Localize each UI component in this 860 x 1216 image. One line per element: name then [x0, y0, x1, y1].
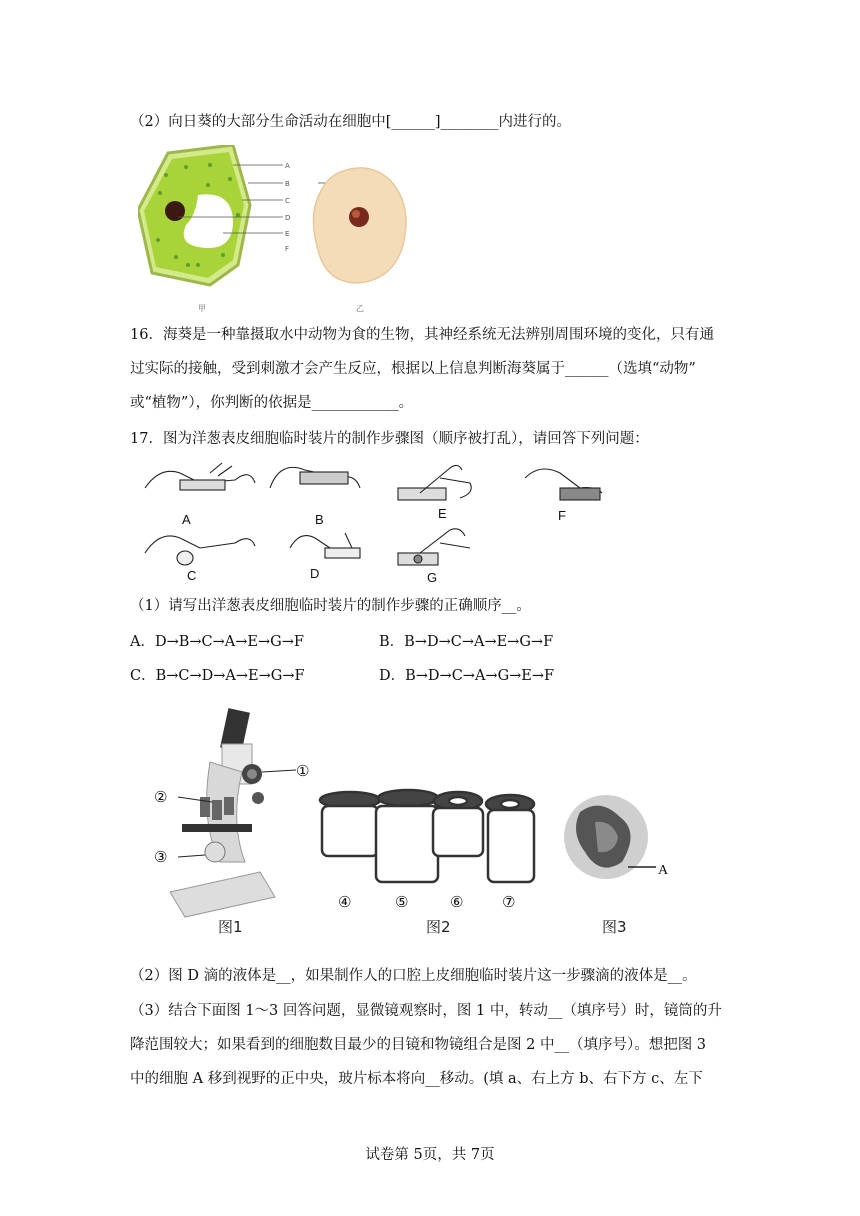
option-a: A．D→B→C→A→E→G→F — [130, 634, 304, 650]
page-footer: 试卷第 5页，共 7页 — [365, 1147, 495, 1163]
q17-sub3-line1: （3）结合下面图 1～3 回答问题，显微镜观察时，图 1 中，转动__（填序号）时，镜筒的升 — [130, 1003, 722, 1019]
fig-caption-2: 图2 — [426, 918, 451, 936]
slide-steps-diagram — [140, 458, 610, 584]
lens-label-6: ⑥ — [450, 893, 464, 911]
option-d: D．B→D→C→A→G→E→F — [379, 668, 555, 684]
option-c: C．B→C→D→A→E→G→F — [130, 668, 305, 684]
cell-diagram — [138, 145, 418, 315]
q15-sub2: （2）向日葵的大部分生命活动在细胞中[______]________内进行的。 — [130, 114, 572, 130]
cell-label-b: B — [285, 180, 290, 188]
animal-nucleus — [349, 207, 369, 227]
q16-line2: 过实际的接触，受到刺激才会产生反应，根据以上信息判断海葵属于______（选填“动物” — [130, 361, 696, 377]
microscope-figure — [170, 708, 275, 917]
lens-label-7: ⑦ — [502, 893, 516, 911]
step-label-d: D — [310, 566, 320, 581]
step-label-f: F — [558, 508, 566, 523]
cell-label-c: C — [285, 197, 290, 205]
step-label-b: B — [315, 512, 324, 527]
cell-label-e: E — [285, 230, 290, 238]
microscope-figures — [150, 702, 680, 942]
caption-yi: 乙 — [356, 304, 364, 313]
micro-label-2: ② — [154, 788, 168, 806]
micro-label-3: ③ — [154, 848, 168, 866]
option-b: B．B→D→C→A→E→G→F — [379, 634, 554, 650]
q17-sub3-line3: 中的细胞 A 移到视野的正中央，玻片标本将向__移动。(填 a、右上方 b、右下方 c、左下 — [130, 1071, 703, 1087]
fig3-label-a: A — [658, 863, 669, 878]
q17-sub2: （2）图 D 滴的液体是__，如果制作人的口腔上皮细胞临时装片这一步骤滴的液体是__。 — [130, 968, 697, 984]
micro-label-1: ① — [296, 762, 310, 780]
step-label-g: G — [427, 570, 438, 584]
cell-label-d: D — [285, 214, 291, 222]
lens-figure — [320, 790, 534, 882]
q16-line3: 或“植物”），你判断的依据是____________。 — [130, 395, 414, 411]
caption-jia: 甲 — [198, 304, 206, 313]
step-label-e: E — [438, 506, 447, 521]
cell-label-f: F — [285, 245, 290, 253]
step-label-a: A — [182, 512, 191, 527]
fig-caption-1: 图1 — [218, 918, 243, 936]
lens-label-4: ④ — [338, 893, 352, 911]
plant-nucleus — [165, 201, 185, 221]
cell-label-a: A — [285, 162, 290, 170]
q17-sub1: （1）请写出洋葱表皮细胞临时装片的制作步骤的正确顺序__。 — [130, 598, 531, 614]
fig-caption-3: 图3 — [602, 918, 627, 936]
q17-sub3-line2: 降范围较大；如果看到的细胞数目最少的目镜和物镜组合是图 2 中__（填序号）。想把图 3 — [130, 1037, 707, 1053]
lens-label-5: ⑤ — [395, 893, 409, 911]
q17-intro: 17．图为洋葱表皮细胞临时装片的制作步骤图（顺序被打乱），请回答下列问题： — [130, 431, 649, 447]
step-label-c: C — [187, 568, 197, 583]
q16-line1: 16．海葵是一种靠摄取水中动物为食的生物，其神经系统无法辨别周围环境的变化，只有通 — [130, 327, 714, 343]
